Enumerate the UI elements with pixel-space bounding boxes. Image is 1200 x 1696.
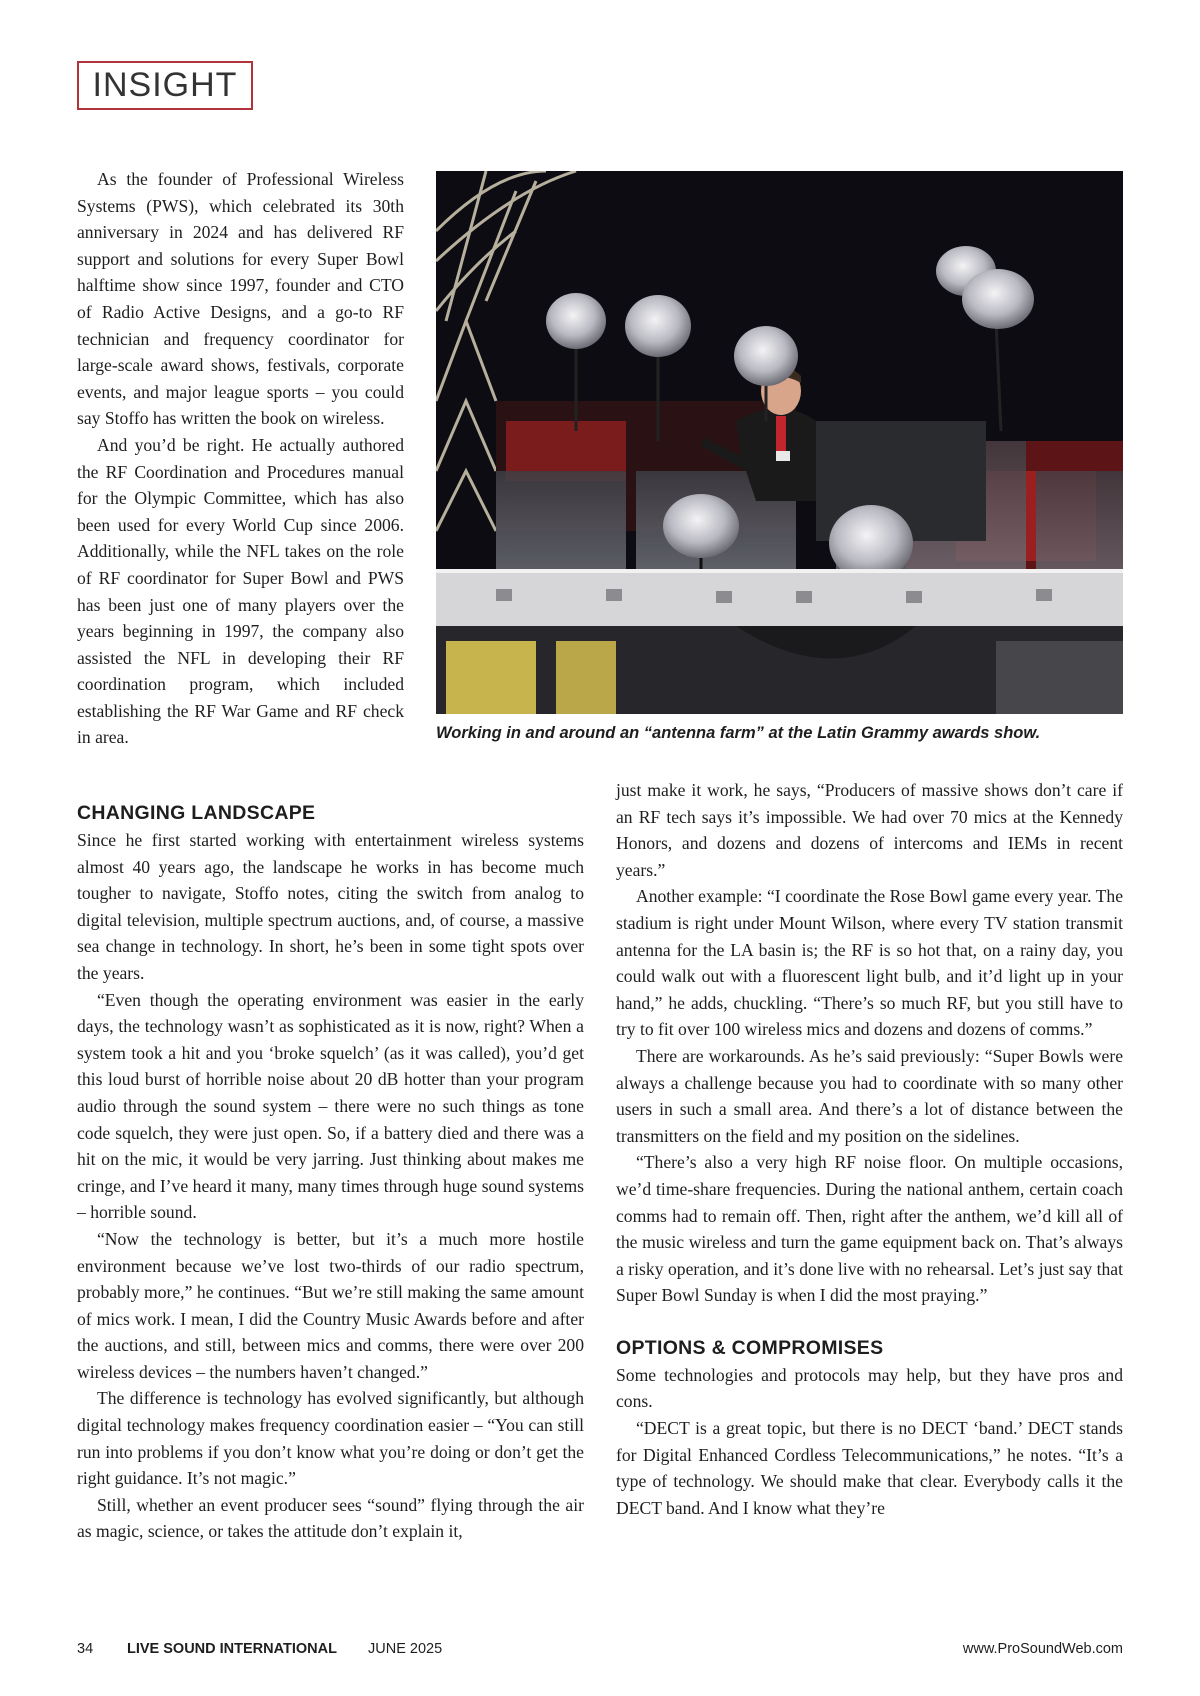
intro-paragraph: As the founder of Professional Wireless Systems (PWS), which celebrated its 30th anniversary in 2024 and has delivered RF support and solutions for every Super Bowl halftime show since 1997, founder and CTO of Radio Active Designs, and a go-to RF technician and frequency coordinator for large-scale award shows, festivals, corporate events, and major league sports – you could say Stoffo has written the book on wireless. bbox=[77, 169, 404, 429]
section-tag: INSIGHT bbox=[77, 61, 253, 110]
left-column bbox=[77, 799, 584, 1545]
section-heading: CHANGING LANDSCAPE bbox=[77, 802, 316, 824]
body-paragraph: There are workarounds. As he’s said previously: “Super Bowls were always a challenge because you had to coordinate with so many other users in such a small area. And there’s a lot of distance between the transmitters on the field and my position on the sidelines. bbox=[616, 1045, 1123, 1146]
body-paragraph: Another example: “I coordinate the Rose Bowl game every year. The stadium is right under Mount Wilson, where every TV station transmit antenna for the LA basin is; the RF is so hot that, on a rainy day, you could walk out with a fluorescent light bulb, and it’d light up in your hand,” he adds, chuckling. “There’s so much RF, but you still have to try to fit over 100 wireless mics and dozens and dozens of comms.” bbox=[616, 886, 1123, 1040]
body-paragraph: Some technologies and protocols may help, but they have pros and cons. bbox=[616, 1364, 1123, 1412]
intro-text bbox=[77, 166, 404, 751]
issue-date: JUNE 2025 bbox=[368, 1641, 443, 1657]
body-paragraph: Since he first started working with entertainment wireless systems almost 40 years ago, the landscape he works in has become much tougher to navigate, Stoffo notes, citing the switch from analog to digital television, multiple spectrum auctions, and, of course, a massive sea change in technology. In short, he’s been in some tight spots over the years. bbox=[77, 830, 584, 983]
publication-name: LIVE SOUND INTERNATIONAL bbox=[127, 1641, 337, 1657]
photo-caption: Working in and around an “antenna farm” at the Latin Grammy awards show. bbox=[436, 724, 1041, 742]
page-footer bbox=[77, 1641, 1123, 1663]
right-column bbox=[616, 777, 1123, 1521]
body-paragraph: Still, whether an event producer sees “sound” flying through the air as magic, science, or takes the attitude don’t explain it, bbox=[77, 1494, 584, 1542]
body-paragraph: “Now the technology is better, but it’s a much more hostile environment because we’ve lost two-thirds of our radio spectrum, probably more,” he continues. “But we’re still making the same amount of mics work. I mean, I did the Country Music Awards before and after the auctions, and still, between mics and comms, there were over 200 wireless devices – the numbers haven’t changed.” bbox=[77, 1228, 584, 1382]
body-paragraph: “DECT is a great topic, but there is no DECT ‘band.’ DECT stands for Digital Enhanced Cordless Telecommunications,” he notes. “It’s a type of technology. We should make that clear. Everybody calls it the DECT band. And I know what they’re bbox=[616, 1418, 1123, 1518]
antenna-farm-photo bbox=[436, 171, 1123, 714]
section-heading: OPTIONS & COMPROMISES bbox=[616, 1336, 884, 1359]
body-paragraph: just make it work, he says, “Producers of massive shows don’t care if an RF tech says it’s impossible. We had over 70 mics at the Kennedy Honors, and dozens and dozens of intercoms and IEMs in recent years.” bbox=[616, 780, 1123, 880]
body-paragraph: The difference is technology has evolved significantly, but although digital technology makes frequency coordination easier – “You can still run into problems if you don’t know what you’re doing or don’t get the right guidance. It’s not magic.” bbox=[77, 1388, 584, 1489]
body-paragraph: “There’s also a very high RF noise floor. On multiple occasions, we’d time-share frequencies. During the national anthem, certain coach comms had to remain off. Then, right after the anthem, we’d kill all of the music wireless and turn the game equipment back on. That’s always a risky operation, and it’s done live with no rehearsal. Let’s just say that Super Bowl Sunday is when I did the most praying.” bbox=[616, 1152, 1123, 1306]
intro-paragraph: And you’d be right. He actually authored the RF Coordination and Procedures manual for the Olympic Committee, which has also been used for every World Cup since 2006. Additionally, while the NFL takes on the role of RF coordinator for Super Bowl and PWS has been just one of many players over the years beginning in 1997, the company also assisted the NFL in developing their RF coordination program, which included establishing the RF War Game and RF check in area. bbox=[77, 434, 404, 748]
page-number: 34 bbox=[77, 1641, 94, 1657]
body-paragraph: “Even though the operating environment was easier in the early days, the technology wasn’t as sophisticated as it is now, right? When a system took a hit and you ‘broke squelch’ (as it was called), you’d get this loud burst of horrible noise about 20 dB hotter than your program audio through the sound system – there were no such things as tone code squelch, they were just open. So, if a battery died and there was a hit on the mic, it would be very jarring. Just thinking about makes me cringe, and I’ve heard it many, many times through huge sound systems – horrible sound. bbox=[77, 989, 584, 1223]
website-url[interactable]: www.ProSoundWeb.com bbox=[962, 1641, 1123, 1657]
